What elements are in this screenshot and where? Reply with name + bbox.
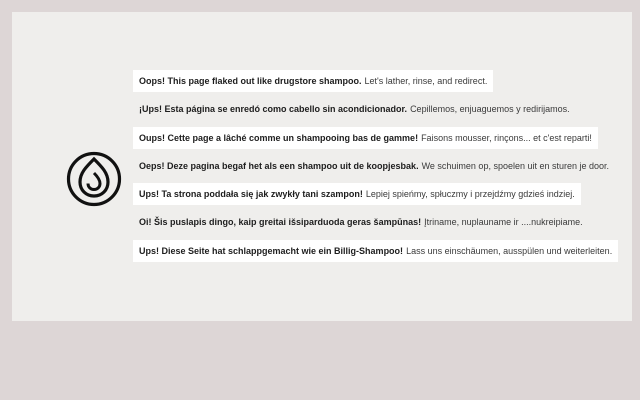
message-line-pl	[133, 183, 603, 205]
message-line-lt	[133, 211, 603, 233]
message-line-de	[133, 240, 613, 262]
swirl-logo-icon	[66, 151, 122, 207]
message-headline: Oeps! Deze pagina begaf het als een shampoo uit de koopjesbak.	[139, 160, 419, 171]
message-subtext: Lass uns einschäumen, ausspülen und weiterleiten.	[406, 245, 613, 256]
message-subtext: Lepiej spieńmy, spłuczmy i przejdźmy gdzieś indziej.	[365, 189, 575, 200]
message-line-nl	[133, 155, 610, 177]
message-headline: Oi! Šis puslapis dingo, kaip greitai išsiparduoda geras šampūnas!	[139, 217, 422, 228]
message-line-es	[133, 98, 603, 120]
message-subtext: Let's lather, rinse, and redirect.	[364, 76, 488, 86]
message-list	[133, 70, 613, 268]
message-line-en	[133, 70, 603, 92]
message-subtext: We schuimen op, spoelen uit en sturen je door.	[421, 160, 610, 171]
message-headline: Oops! This page flaked out like drugstore shampoo.	[139, 76, 362, 86]
message-headline: Oups! Cette page a lâché comme un shampooing bas de gamme!	[139, 132, 419, 143]
message-headline: Ups! Diese Seite hat schlappgemacht wie ein Billig-Shampoo!	[139, 245, 404, 256]
message-subtext: Cepillemos, enjuaguemos y redirijamos.	[410, 104, 570, 115]
message-subtext: Faisons mousser, rinçons... et c'est reparti!	[421, 132, 592, 143]
message-subtext: Įtriname, nuplauname ir ....nukreipiame.	[424, 217, 583, 228]
message-line-fr	[133, 127, 603, 149]
message-headline: Ups! Ta strona poddała się jak zwykły tani szampon!	[139, 189, 363, 200]
message-headline: ¡Ups! Esta página se enredó como cabello sin acondicionador.	[139, 104, 408, 115]
